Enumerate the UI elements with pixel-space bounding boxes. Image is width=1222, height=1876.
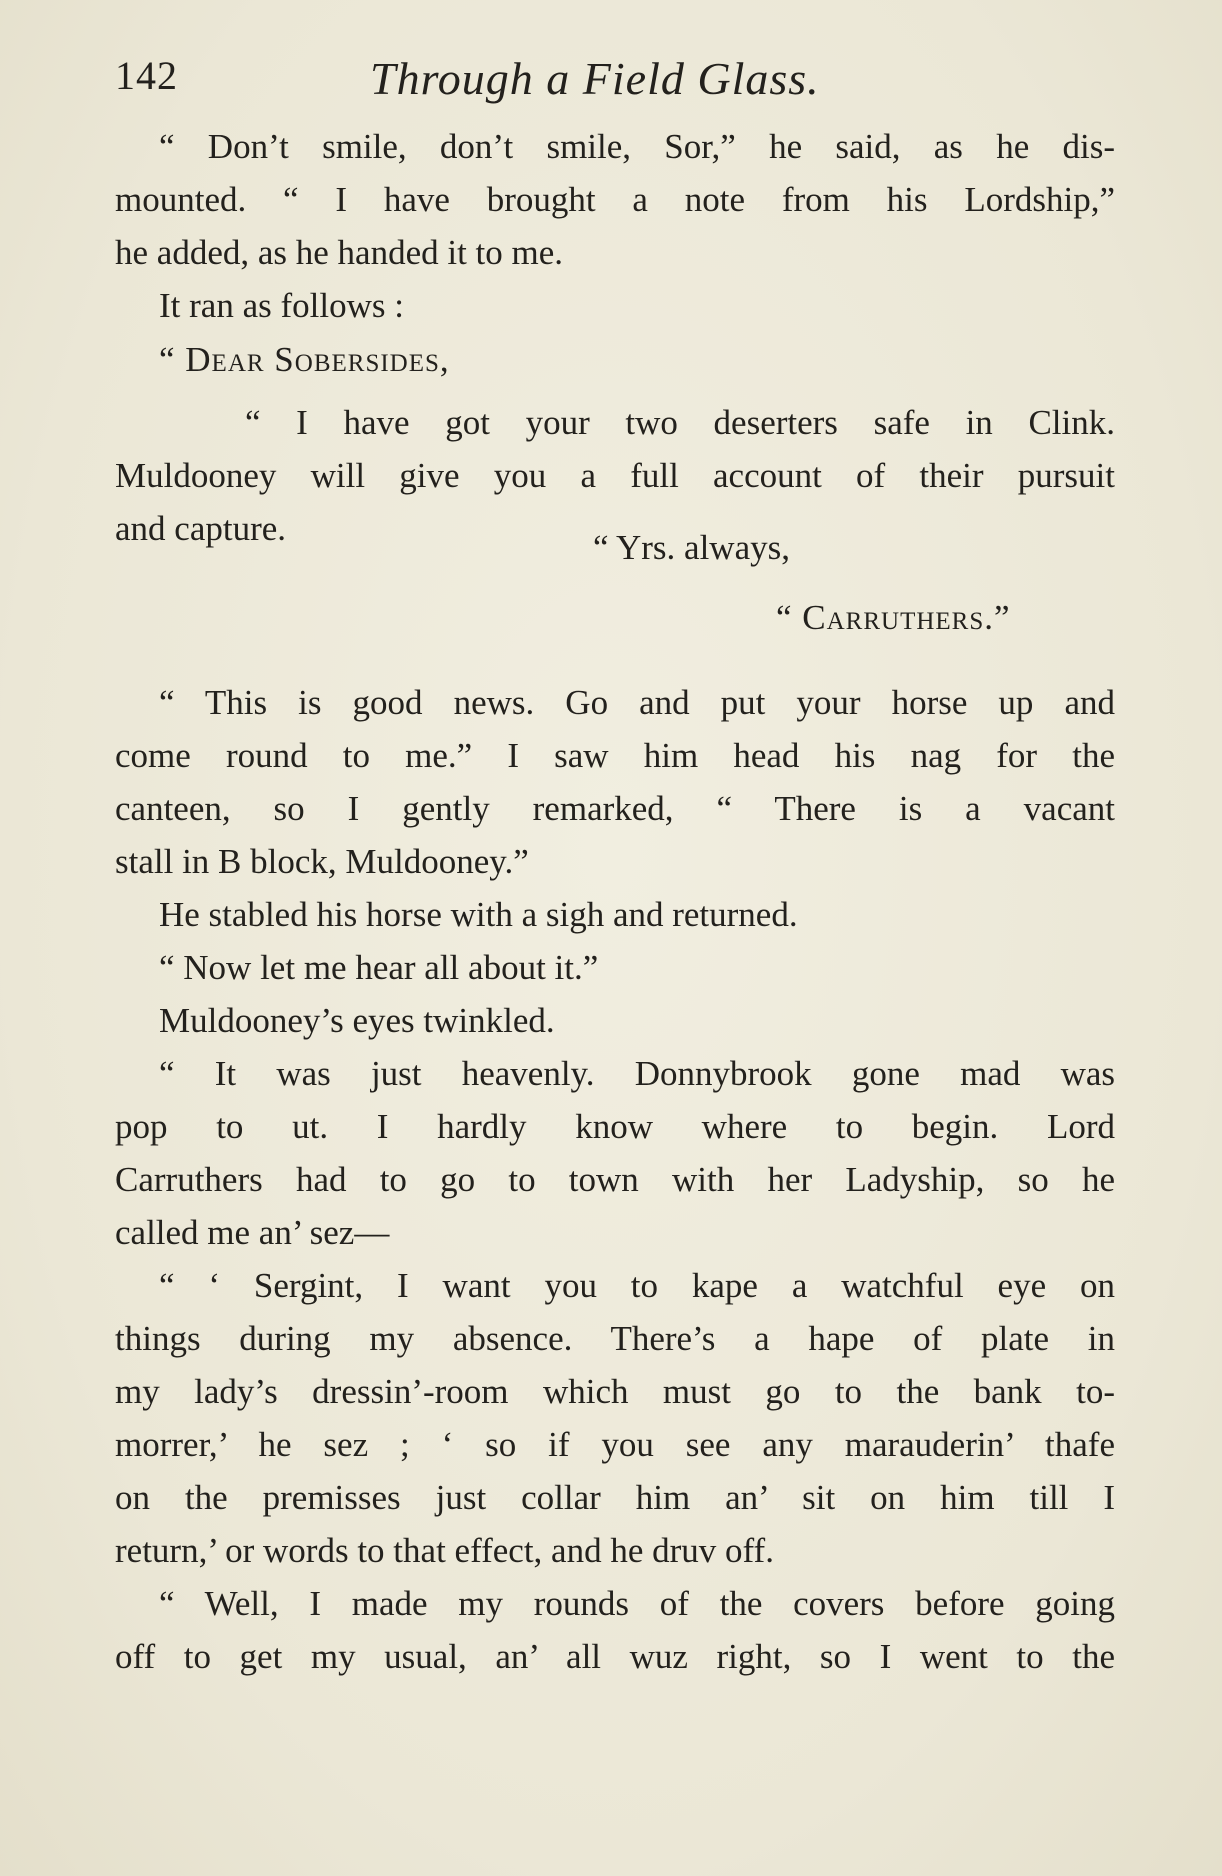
text-line: “ I have got your two deserters safe in Clink. — [245, 403, 1115, 442]
text-line: He stabled his horse with a sigh and returned. — [159, 895, 798, 934]
text-line: “ Well, I made my rounds of the covers before going — [159, 1584, 1115, 1623]
text-line: “ This is good news. Go and put your horse up and — [159, 683, 1115, 722]
paragraph-1 — [115, 120, 1115, 332]
text-line: my lady’s dressin’-room which must go to the bank to- — [115, 1372, 1115, 1411]
text-line: Muldooney will give you a full account of their pursuit — [115, 456, 1115, 495]
text-line: come round to me.” I saw him head his nag for the — [115, 736, 1115, 775]
text-line: and capture. — [115, 509, 287, 548]
text-line: It ran as follows : — [159, 286, 404, 325]
text-line: return,’ or words to that effect, and he druv off. — [115, 1531, 774, 1570]
text-line: off to get my usual, an’ all wuz right, so I went to the — [115, 1637, 1115, 1676]
text-line: called me an’ sez— — [115, 1213, 390, 1252]
text-line: he added, as he handed it to me. — [115, 233, 564, 272]
text-line: “ ‘ Sergint, I want you to kape a watchful eye on — [159, 1266, 1115, 1305]
letter — [115, 333, 1115, 386]
text-line: stall in B block, Muldooney.” — [115, 842, 529, 881]
text-line: Carruthers had to go to town with her Ladyship, so he — [115, 1160, 1115, 1199]
text-line: canteen, so I gently remarked, “ There is a vacant — [115, 789, 1115, 828]
text-line: things during my absence. There’s a hape of plate in — [115, 1319, 1115, 1358]
paragraph-3 — [115, 676, 1115, 1683]
letter-salutation: “ Dear Sobersides, — [159, 340, 450, 379]
page-number: 142 — [115, 53, 178, 98]
running-title: Through a Field Glass. — [370, 53, 820, 104]
text-line: morrer,’ he sez ; ‘ so if you see any marauderin’ thafe — [115, 1425, 1115, 1464]
text-line: “ Now let me hear all about it.” — [159, 948, 599, 987]
text-line: “ It was just heavenly. Donnybrook gone mad was — [159, 1054, 1115, 1093]
letter-closing: “ Yrs. always, — [593, 528, 790, 567]
text-line: “ Don’t smile, don’t smile, Sor,” he said, as he dis- — [159, 127, 1115, 166]
text-line: pop to ut. I hardly know where to begin. Lord — [115, 1107, 1115, 1146]
text-line: mounted. “ I have brought a note from his Lordship,” — [115, 180, 1115, 219]
letter-signature: “ Carruthers.” — [776, 598, 1011, 637]
page-header — [115, 52, 1115, 112]
text-line: Muldooney’s eyes twinkled. — [159, 1001, 555, 1040]
text-line: on the premisses just collar him an’ sit on him till I — [115, 1478, 1115, 1517]
